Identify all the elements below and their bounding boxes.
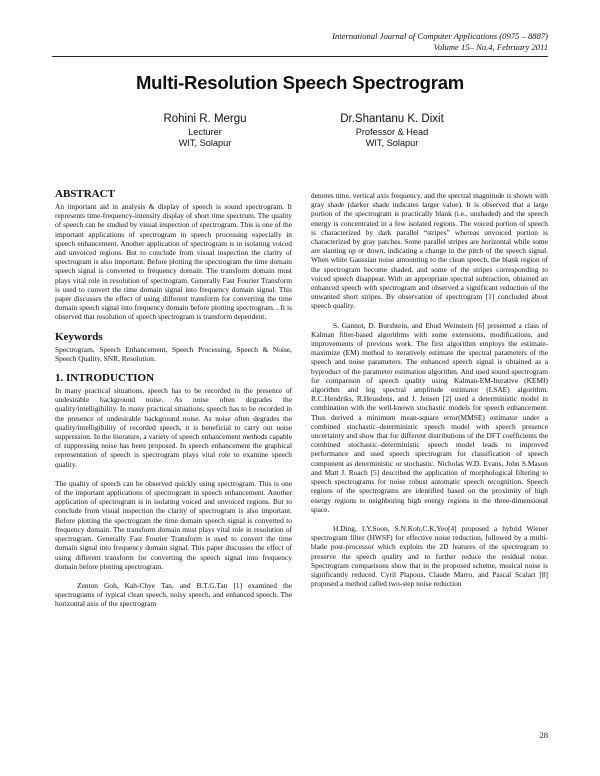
intro-paragraph-3: Zenton Goh, Kah-Chye Tan, and B.T.G.Tan [1] examined the spectrograms of typical clean speech, noisy speech, and enhanced speech. The horizontal axis of the spectrogram bbox=[55, 580, 292, 609]
abstract-heading: ABSTRACT bbox=[55, 188, 115, 200]
journal-volume: Volume 15– No.4, February 2011 bbox=[433, 41, 548, 52]
right-paragraph-2: S. Gannot, D. Burshtein, and Ehud Weinstein [6] presented a class of Kalman filter-based algorithms with some extensions, modifications, and improvements of previous work. The first algorithm employs the estimate-maximize (EM) method to iteratively estimate the spectral parameters of the speech and noise parameters. The enhanced speech signal is obtained as a byproduct of the parameter estimation algorithm. And used sound spectrogram for comparison of speech quality using Kalman-EM-Iterative (KEMI) algorithm and log spectral amplitude estimator (LSAE) algorithm. R.C.Hendriks, R.Heusdens, and J. Jensen [2] used a deterministic model in combination with the well-known stochastic models for speech enhancement. Thus derived a minimum mean-square error(MMSE) estimator under a combined stochastic–deterministic speech model with speech presence uncertainty and show that for different distributions of the DFT coefficients the combined stochastic–deterministic speech model leads to improved performance and used speech spectrogram for classification of speech component as deterministic or stochastic. Nicholas W.D. Evans, John S.Mason and Matt J. Roach [5] described the application of morphological filtering to speech spectrograms for noise robust automatic speech recognition. Speech regions of the spectrograms are identified based on the proximity of high energy regions to neighboring high energy regions in the three-dimensional space. bbox=[311, 320, 548, 514]
author-role: Professor & Head bbox=[355, 127, 429, 137]
intro-paragraph-1: In many practical situations, speech has to be recorded in the presence of undesirable background noise. As noise often degrades the quality/intelligibility. In many practical situations, speech has to be recorded in the presence of undesirable background noise. As noise often degrades the quality/intelligibility of recorded speech, it is beneficial to carry out noise suppression. In the literature, a variety of speech enhancement methods capable of suppressing noise has been proposed. In speech enhancement the graphical representation of speech is spectrogram plays vital role to examine speech quality. bbox=[55, 386, 292, 469]
intro-paragraph-2: The quality of speech can be observed quickly using spectrogram. This is one of the important applications of spectrogram in speech enhancement. Another application of spectrogram is in isolating voiced and unvoiced regions. But to conclude from visual inspection the clarity of spectrogram is also important. Before plotting the spectrogram the time domain speech signal is converted to frequency domain. The transform domain must plays vital role in resolution of spectrogram. Generally Fast Fourier Transform is used to convert the time domain signal into frequency domain signal. This paper discusses the effect of using different transform for converting the speech signal into frequency domain before plotting spectrogram. bbox=[55, 478, 292, 571]
right-paragraph-1: denotes time, vertical axis frequency, and the spectral magnitude is shown with gray shade (darker shade indicates larger value). It is observed that a large portion of the spectrogram is practically blank (i.e., unshaded) and the speech energy is concentrated in a few isolated regions. The voiced portion of speech is characterized by dark parallel “stripes” whereas unvoiced portion is characterized by gray patches. Some parallel stripes are horizontal while some are slanting up or down, indicating a change in the pitch of the speech signal. When white Gaussian noise amounting to the clean speech, the blank region of the spectrogram become shaded, and some of the stripes corresponding to voiced speech disappear. With an appropriate spectral subtraction, obtained an enhanced speech with spectrogram and observed a significant reduction of the unwanted short stripes. By observation of spectrogram [1] concluded about speech quality. bbox=[311, 191, 548, 311]
journal-header bbox=[332, 31, 548, 52]
author-name: Rohini R. Mergu bbox=[163, 113, 247, 125]
journal-name: International Journal of Computer Applications (0975 – 8887) bbox=[332, 31, 548, 41]
abstract-text: An important aid in analysis & display of speech is sound spectrogram. It represents time-frequency-intensity display of short time spectrum. The quality of speech can be studied by visual inspection of spectrogram. This is one of the important applications of spectrogram in speech processing especially in speech enhancement. Another application of spectrogram is in isolating voiced and unvoiced regions. But to conclude from visual inspection the clarity of spectrogram is also important. Before plotting the spectrogram the time domain speech signal is converted to frequency domain. The transform domain must plays vital role in resolution of spectrogram. Generally Fast Fourier Transform is used to convert the time domain signal into frequency domain signal. This paper discusses the effect of using different transform for converting the time domain speech signal into frequency domain before plotting spectrogram. . It is observed that resolution of speech spectrogram is transform dependent. bbox=[55, 202, 292, 322]
author-role: Lecturer bbox=[188, 127, 222, 137]
author-name: Dr.Shantanu K. Dixit bbox=[340, 113, 444, 125]
right-paragraph-3: H.Ding, I.Y.Soon, S.N.Koh,C.K.Yeo[4] proposed a hybrid Wiener spectrogram filter (HWSF) for effective noise reduction, followed by a multi-blade post-processor which exploits the 2D features of the spectrogram to preserve the speech quality and to further reduce the residual noise. Spectrogram comparisons show that in the proposed scheme, musical noise is significantly reduced. Cyril Plapous, Claude Marro, and Pascal Scalart [8] proposed a method called two-step noise reduction bbox=[311, 523, 548, 589]
author-block-1 bbox=[105, 113, 305, 149]
author-affiliation: WIT, Solapur bbox=[365, 138, 419, 148]
introduction-heading: 1. INTRODUCTION bbox=[55, 372, 155, 385]
author-affiliation: WIT, Solapur bbox=[178, 138, 232, 148]
header-rule bbox=[52, 56, 548, 57]
left-column bbox=[55, 188, 292, 609]
page-number: 28 bbox=[539, 730, 548, 740]
keywords-heading: Keywords bbox=[55, 330, 103, 343]
paper-title: Multi-Resolution Speech Spectrogram bbox=[135, 72, 465, 93]
right-column bbox=[311, 191, 548, 588]
keywords-text: Spectrogram, Speech Enhancement, Speech Processing, Speech & Noise, Speech Quality, SNR, Resolution. bbox=[55, 344, 292, 363]
author-block-2 bbox=[292, 113, 492, 149]
